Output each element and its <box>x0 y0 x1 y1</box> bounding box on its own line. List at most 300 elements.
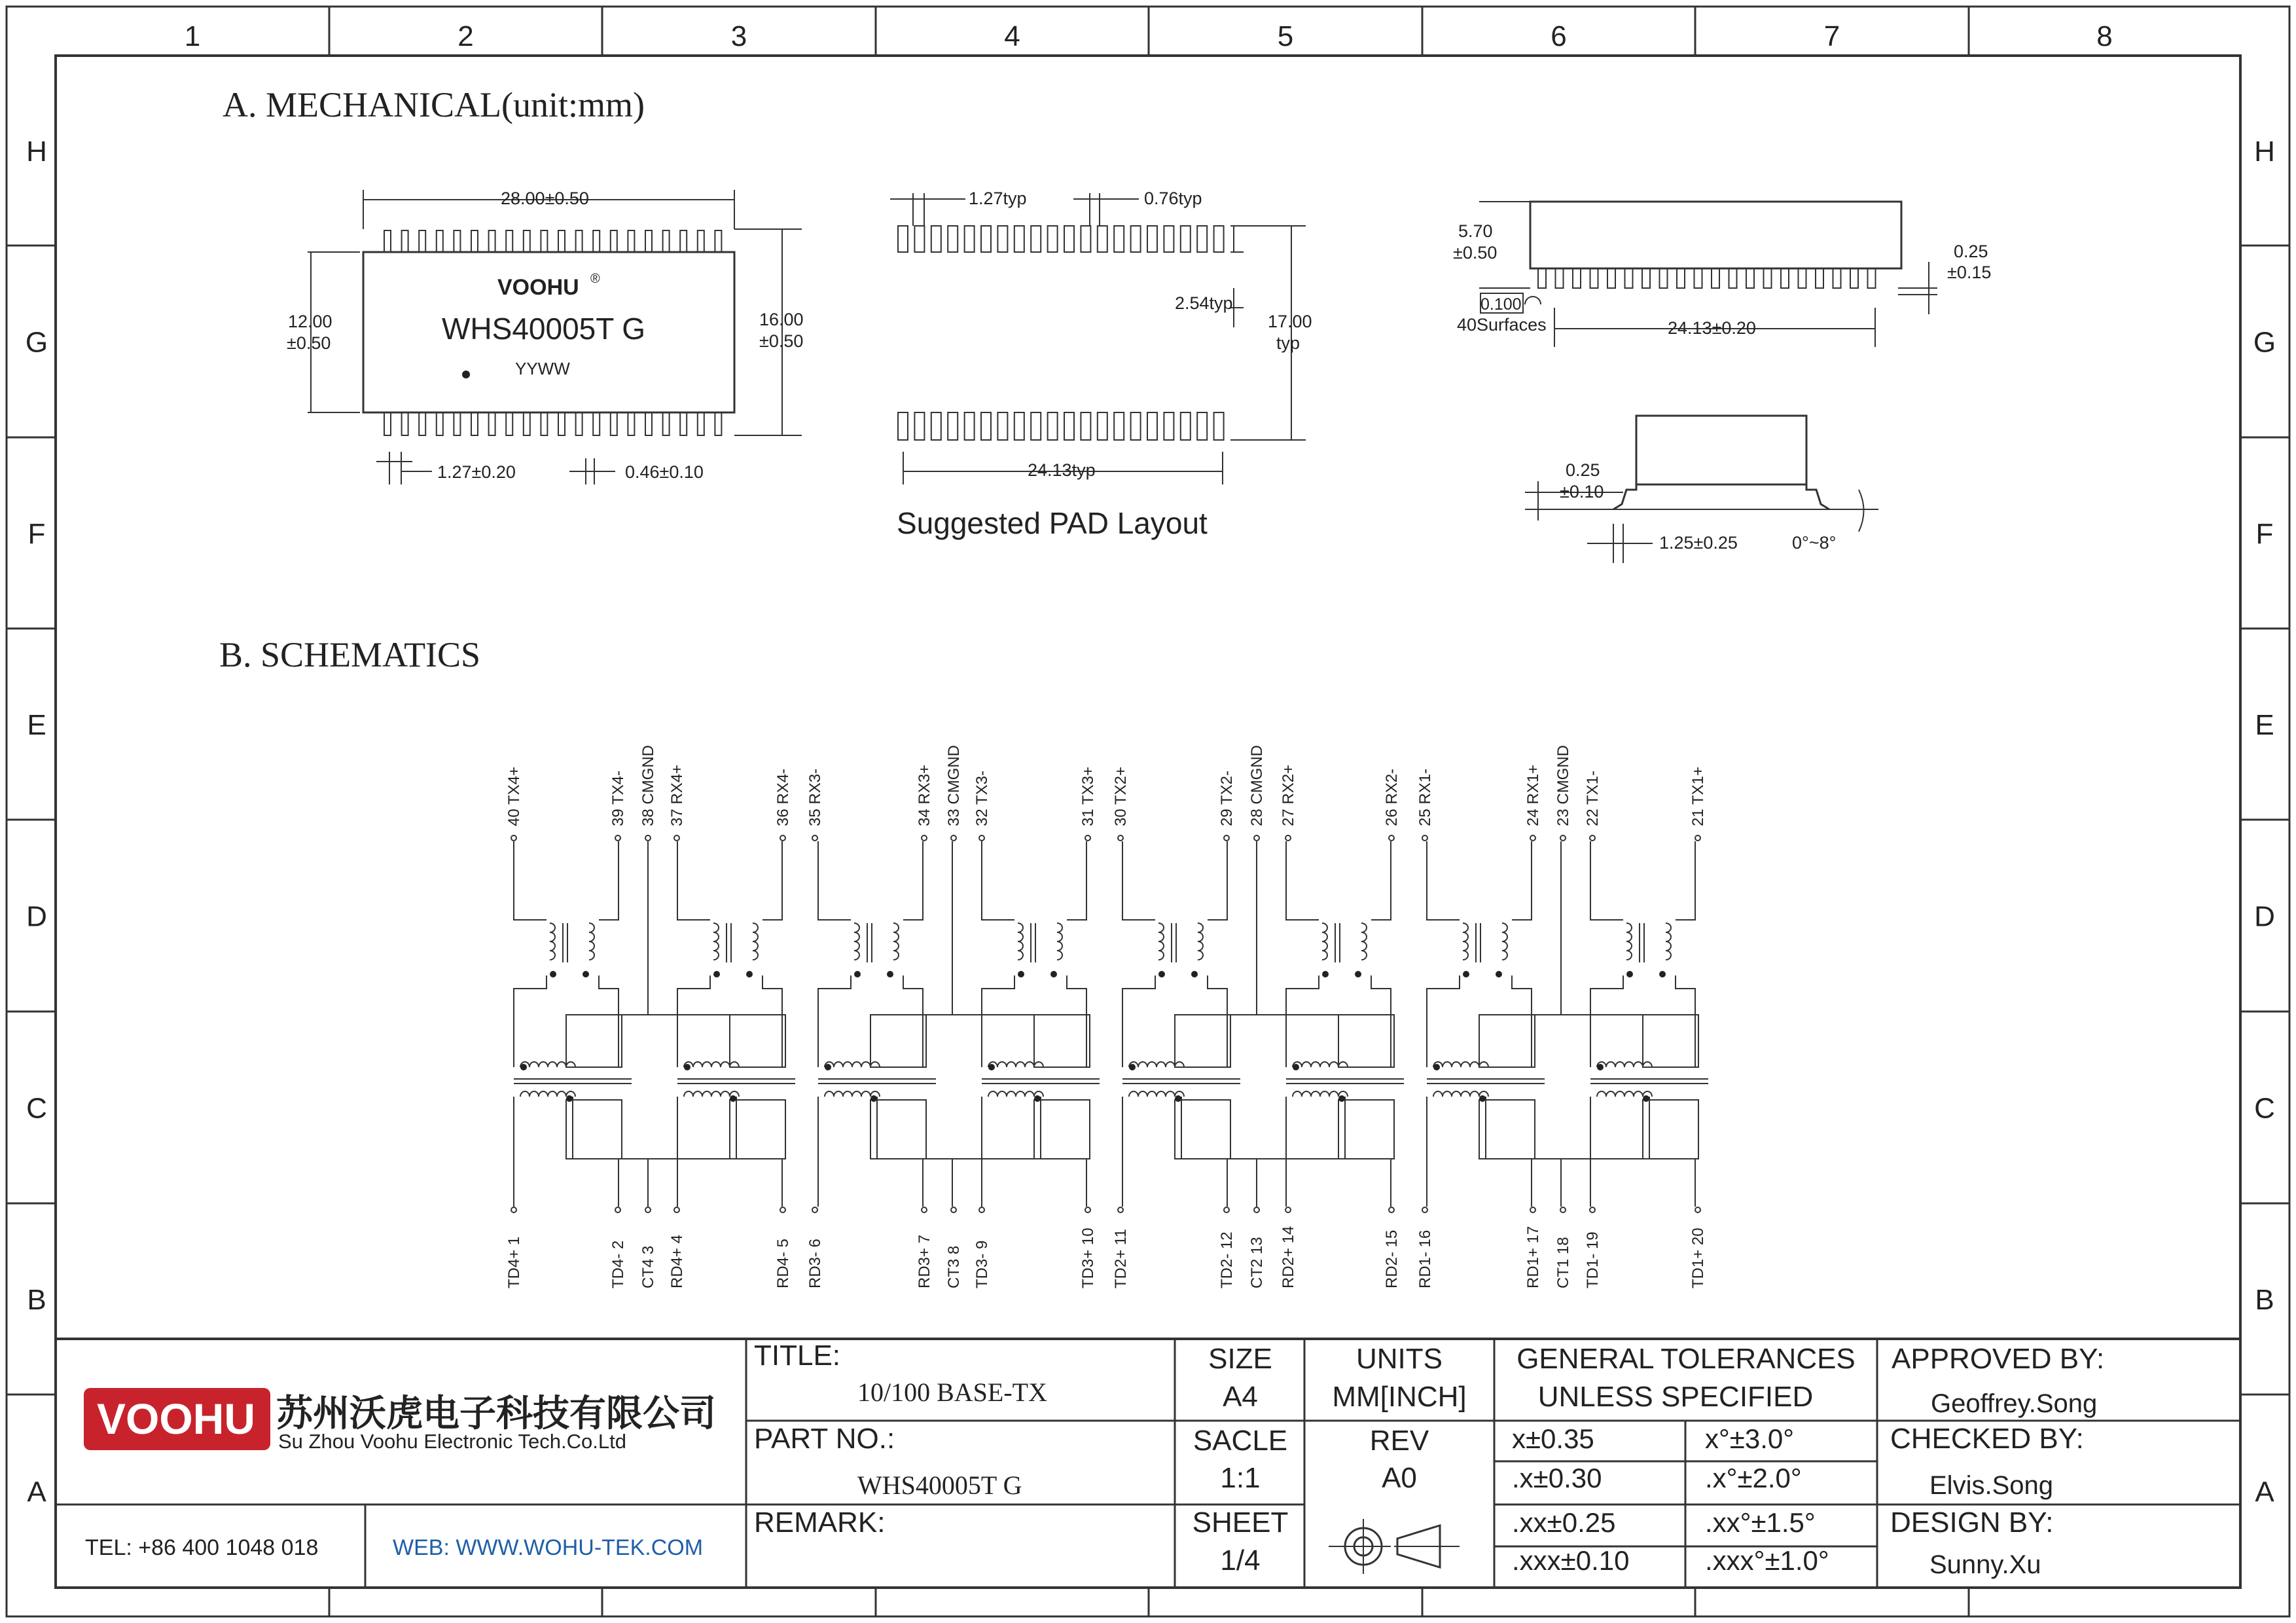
package-lead <box>680 412 687 435</box>
dim-body-height-tol: ±0.50 <box>287 333 331 353</box>
polarity-dot <box>1050 971 1057 977</box>
pin-terminal <box>511 1207 516 1213</box>
zone-row-label: E <box>2255 709 2274 741</box>
top-pin-label: 31 TX3+ <box>1079 767 1097 826</box>
top-pin-label: 24 RX1+ <box>1524 764 1542 826</box>
bottom-pin-label: CT2 13 <box>1248 1237 1266 1288</box>
tolerance-title-1: GENERAL TOLERANCES <box>1516 1343 1856 1375</box>
side-lead <box>1677 268 1685 288</box>
pad <box>965 226 975 252</box>
channel-circuit <box>818 841 1100 1207</box>
polarity-dot <box>730 1095 736 1102</box>
pin-terminal <box>1560 835 1566 841</box>
pin-terminal <box>922 1207 927 1213</box>
polarity-dot <box>1479 1095 1486 1102</box>
top-pin-label: 35 RX3- <box>806 768 824 826</box>
polarity-dot <box>566 1095 573 1102</box>
transformer-winding <box>1463 923 1468 960</box>
package-lead <box>541 230 547 252</box>
pin-terminal <box>1530 1207 1535 1213</box>
pin-terminal <box>511 835 516 841</box>
zone-row-label: D <box>2254 900 2275 933</box>
pad <box>1114 412 1124 440</box>
package-lead <box>437 412 443 435</box>
bottom-pin-label: RD2+ 14 <box>1280 1226 1297 1288</box>
pin-terminal <box>1118 835 1123 841</box>
polarity-dot <box>1322 971 1329 977</box>
zone-row-label: G <box>25 326 48 359</box>
pin-terminal <box>674 835 679 841</box>
size-label: SIZE <box>1208 1343 1272 1375</box>
pin-terminal <box>951 1207 956 1213</box>
pin-terminal <box>979 835 984 841</box>
package-lead <box>419 412 425 435</box>
package-datecode: YYWW <box>515 359 570 378</box>
transformer-winding <box>520 1091 575 1097</box>
top-pin-label: 36 RX4- <box>774 768 792 826</box>
dim-lead-pitch: 1.27±0.20 <box>437 462 516 482</box>
polarity-dot <box>1463 971 1469 977</box>
top-pin-label: 38 CMGND <box>639 744 657 826</box>
tolerance-angular: x°±3.0° <box>1705 1423 1795 1454</box>
dim-pad-span: 24.13typ <box>1028 460 1096 480</box>
bottom-pin-label: TD2+ 11 <box>1112 1229 1130 1288</box>
package-lead <box>680 230 687 252</box>
package-part-marking: WHS40005T G <box>442 312 646 346</box>
polarity-dot <box>1129 1064 1136 1070</box>
transformer-winding <box>1322 923 1327 960</box>
zone-row-label: F <box>27 518 46 550</box>
schematics-heading: B. SCHEMATICS <box>219 635 481 674</box>
channel-circuit <box>1122 841 1404 1207</box>
package-lead <box>715 230 721 252</box>
tolerance-angular: .xxx°±1.0° <box>1705 1545 1829 1576</box>
transformer-winding <box>520 1062 575 1067</box>
top-pin-label: 26 RX2- <box>1383 768 1401 826</box>
package-lead <box>698 412 704 435</box>
side-lead <box>1642 268 1650 288</box>
pin-terminal <box>1389 1207 1394 1213</box>
zone-col-label: 3 <box>730 20 747 52</box>
package-lead <box>402 230 408 252</box>
top-pin-label: 22 TX1- <box>1584 771 1602 826</box>
transformer-winding <box>1433 1062 1488 1067</box>
polarity-dot <box>1338 1095 1345 1102</box>
package-lead <box>698 230 704 252</box>
polarity-dot <box>1496 971 1502 977</box>
pad <box>914 412 924 440</box>
pin-terminal <box>1560 1207 1566 1213</box>
dim-pad-width: 0.76typ <box>1144 189 1202 208</box>
transformer-winding <box>550 923 555 960</box>
pad <box>1098 412 1107 440</box>
polarity-dot <box>887 971 893 977</box>
pin-terminal <box>674 1207 679 1213</box>
transformer-winding <box>988 1091 1043 1097</box>
pin-terminal <box>1085 1207 1090 1213</box>
zone-col-label: 1 <box>184 20 201 52</box>
pin-terminal <box>780 835 785 841</box>
zone-col-label: 6 <box>1551 20 1567 52</box>
dim-lead-thickness-value: 0.25 <box>1954 242 1988 261</box>
pin-terminal <box>1695 1207 1700 1213</box>
pad <box>1164 226 1174 252</box>
rev-label: REV <box>1369 1425 1429 1457</box>
pin-terminal <box>922 835 927 841</box>
transformer-winding <box>854 923 859 960</box>
dim-standoff-tol: ±0.10 <box>1560 482 1604 501</box>
transformer-winding <box>1626 923 1632 960</box>
pad <box>1197 226 1207 252</box>
dim-standoff-value: 0.25 <box>1566 460 1600 480</box>
transformer-winding <box>988 1062 1043 1067</box>
package-lead <box>611 230 617 252</box>
approved-value: Geoffrey.Song <box>1931 1389 2098 1418</box>
side-lead <box>1712 268 1719 288</box>
pin-terminal <box>1254 835 1259 841</box>
transformer-winding <box>1129 1091 1184 1097</box>
dim-foot-length: 1.25±0.25 <box>1659 533 1738 553</box>
transformer-winding <box>1129 1062 1184 1067</box>
pad <box>997 226 1007 252</box>
side-lead <box>1781 268 1789 288</box>
pin-terminal <box>1530 835 1535 841</box>
zone-col-label: 8 <box>2096 20 2113 52</box>
tolerance-angular: .x°±2.0° <box>1705 1463 1802 1493</box>
polarity-dot <box>1018 971 1024 977</box>
transformer-winding <box>1293 1062 1348 1067</box>
dim-pad-length: 2.54typ <box>1175 293 1233 313</box>
package-lead <box>524 412 530 435</box>
package-side-view <box>1453 202 1991 347</box>
brand-logo-text: VOOHU <box>97 1395 256 1443</box>
pad <box>1031 226 1041 252</box>
pin-terminal <box>615 835 620 841</box>
pad <box>914 226 924 252</box>
transformer-winding <box>589 923 594 960</box>
tolerance-linear: .xx±0.25 <box>1512 1507 1616 1538</box>
pin-terminal <box>1224 1207 1229 1213</box>
package-lead <box>384 230 391 252</box>
pad <box>1081 226 1090 252</box>
pin-terminal <box>645 1207 651 1213</box>
side-lead <box>1660 268 1668 288</box>
coplanarity-surfaces: 40Surfaces <box>1457 315 1547 335</box>
remark-label: REMARK: <box>754 1506 886 1539</box>
pad <box>1181 412 1191 440</box>
bottom-pin-label: RD1- 16 <box>1416 1230 1434 1288</box>
package-lead <box>541 412 547 435</box>
pin-terminal <box>1590 1207 1595 1213</box>
bottom-pin-label: RD4+ 4 <box>668 1234 686 1288</box>
package-lead <box>558 230 565 252</box>
zone-row-label: F <box>2255 518 2274 550</box>
package-lead <box>715 412 721 435</box>
pad <box>1064 412 1074 440</box>
zone-row-label: H <box>26 136 47 168</box>
transformer-winding <box>825 1091 880 1097</box>
pin-terminal <box>1085 835 1090 841</box>
transformer-winding <box>1057 923 1062 960</box>
top-pin-label: 33 CMGND <box>945 744 963 826</box>
transformer-winding <box>1158 923 1164 960</box>
zone-col-label: 5 <box>1277 20 1294 52</box>
zone-col-label: 7 <box>1823 20 1840 52</box>
package-lead <box>645 230 652 252</box>
pad <box>898 412 908 440</box>
dim-body-height-value: 12.00 <box>288 312 332 331</box>
pad <box>1014 412 1024 440</box>
registered-mark: ® <box>590 272 600 286</box>
transformer-winding <box>684 1062 739 1067</box>
side-lead <box>1764 268 1772 288</box>
dim-total-height-value: 16.00 <box>759 310 804 329</box>
pad <box>1214 412 1224 440</box>
zone-col-label: 2 <box>457 20 474 52</box>
polarity-dot <box>870 1095 877 1102</box>
pad <box>931 226 941 252</box>
top-pin-label: 28 CMGND <box>1248 744 1266 826</box>
pin-terminal <box>1389 835 1394 841</box>
top-pin-label: 39 TX4- <box>609 771 627 826</box>
polarity-dot <box>854 971 861 977</box>
sheet-label: SHEET <box>1192 1506 1289 1539</box>
pin-terminal <box>615 1207 620 1213</box>
zone-row-label: B <box>2255 1284 2274 1316</box>
checked-label: CHECKED BY: <box>1890 1423 2084 1455</box>
pad <box>948 226 958 252</box>
package-brand: VOOHU <box>497 275 579 300</box>
bottom-pin-label: RD1+ 17 <box>1524 1226 1542 1288</box>
pad <box>1131 226 1141 252</box>
pad <box>1114 226 1124 252</box>
channel-circuit <box>1427 841 1708 1207</box>
top-pin-label: 25 RX1- <box>1416 768 1434 826</box>
top-pin-label: 32 TX3- <box>973 771 991 826</box>
pad <box>1048 412 1058 440</box>
side-lead <box>1816 268 1823 288</box>
pad <box>1131 412 1141 440</box>
pad <box>1064 226 1074 252</box>
pad <box>1014 226 1024 252</box>
polarity-dot <box>746 971 753 977</box>
pin-terminal <box>812 1207 817 1213</box>
dim-side-height-value: 5.70 <box>1458 221 1493 241</box>
package-lead <box>471 412 478 435</box>
package-lead <box>576 230 583 252</box>
transformer-winding <box>753 923 758 960</box>
part-label: PART NO.: <box>754 1423 895 1455</box>
package-lead <box>471 230 478 252</box>
package-lead <box>454 230 460 252</box>
scale-label: SACLE <box>1193 1425 1288 1457</box>
bottom-pin-label: TD3- 9 <box>973 1240 991 1288</box>
title-block <box>56 1339 2240 1588</box>
zone-row-label: H <box>2254 136 2275 168</box>
title-value: 10/100 BASE-TX <box>857 1377 1047 1407</box>
package-lead <box>628 230 634 252</box>
zone-row-label: D <box>26 900 47 933</box>
size-value: A4 <box>1223 1381 1258 1413</box>
dim-lead-thickness-tol: ±0.15 <box>1947 263 1992 282</box>
transformer-winding <box>713 923 719 960</box>
pad <box>1147 412 1157 440</box>
package-end-view <box>1525 416 1878 563</box>
pad <box>898 226 908 252</box>
dim-pad-rows-typ: typ <box>1276 333 1300 353</box>
polarity-dot <box>1293 1064 1299 1070</box>
polarity-dot <box>713 971 720 977</box>
dim-foot-angle: 0°~8° <box>1792 533 1837 553</box>
dim-total-height-tol: ±0.50 <box>759 331 804 351</box>
zone-row-label: C <box>2254 1092 2275 1125</box>
company-web[interactable]: WEB: WWW.WOHU-TEK.COM <box>393 1535 704 1560</box>
polarity-dot <box>1597 1064 1604 1070</box>
pad <box>1147 226 1157 252</box>
pad <box>981 226 991 252</box>
company-tel: TEL: +86 400 1048 018 <box>85 1535 319 1560</box>
side-lead <box>1746 268 1754 288</box>
pin-terminal <box>1254 1207 1259 1213</box>
pin-terminal <box>1118 1207 1123 1213</box>
side-lead <box>1625 268 1633 288</box>
polarity-dot <box>1034 1095 1041 1102</box>
units-value: MM[INCH] <box>1332 1381 1467 1413</box>
package-lead <box>663 412 670 435</box>
pin-terminal <box>1422 835 1427 841</box>
package-lead <box>576 412 583 435</box>
approved-label: APPROVED BY: <box>1892 1343 2105 1375</box>
zone-col-label: 4 <box>1004 20 1020 52</box>
channel-circuit <box>514 841 795 1207</box>
pad <box>1214 226 1224 252</box>
designed-value: Sunny.Xu <box>1929 1550 2041 1579</box>
zone-row-label: A <box>27 1476 46 1508</box>
bottom-pin-label: TD4+ 1 <box>505 1236 523 1288</box>
top-pin-label: 30 TX2+ <box>1112 767 1130 826</box>
rev-value: A0 <box>1382 1462 1417 1494</box>
package-lead <box>402 412 408 435</box>
pin-terminal <box>1285 835 1291 841</box>
dim-side-height-tol: ±0.50 <box>1453 243 1498 263</box>
package-lead <box>489 412 495 435</box>
pad <box>931 412 941 440</box>
dim-package-width: 28.00±0.50 <box>501 189 589 208</box>
bottom-pin-label: RD2- 15 <box>1383 1230 1401 1288</box>
pin-terminal <box>1285 1207 1291 1213</box>
pad <box>1031 412 1041 440</box>
polarity-dot <box>520 1064 527 1070</box>
side-lead <box>1590 268 1598 288</box>
scale-value: 1:1 <box>1220 1462 1261 1494</box>
package-lead <box>593 230 600 252</box>
top-pin-label: 40 TX4+ <box>505 767 523 826</box>
tolerance-linear: .xxx±0.10 <box>1512 1545 1630 1576</box>
transformer-winding <box>825 1062 880 1067</box>
pin-terminal <box>951 835 956 841</box>
package-top-view <box>287 189 804 484</box>
polarity-dot <box>1626 971 1633 977</box>
transformer-winding <box>1361 923 1367 960</box>
pin-terminal <box>1590 835 1595 841</box>
side-lead <box>1850 268 1858 288</box>
top-pin-label: 34 RX3+ <box>916 764 933 826</box>
pad <box>1164 412 1174 440</box>
projection-symbol <box>1329 1519 1460 1574</box>
transformer-winding <box>1597 1062 1652 1067</box>
polarity-dot <box>1191 971 1198 977</box>
dim-pad-rows: 17.00 <box>1268 312 1312 331</box>
pin-terminal <box>812 835 817 841</box>
polarity-dot <box>1175 1095 1181 1102</box>
transformer-winding <box>1293 1091 1348 1097</box>
tolerance-linear: x±0.35 <box>1512 1423 1594 1454</box>
pad-layout-caption: Suggested PAD Layout <box>897 506 1208 540</box>
package-lead <box>384 412 391 435</box>
pin-terminal <box>1422 1207 1427 1213</box>
pin1-dot <box>462 371 470 378</box>
package-lead <box>558 412 565 435</box>
designed-label: DESIGN BY: <box>1890 1506 2054 1539</box>
company-name-cn: 苏州沃虎电子科技有限公司 <box>276 1393 716 1434</box>
transformer-winding <box>893 923 899 960</box>
bottom-pin-label: RD3+ 7 <box>916 1234 933 1288</box>
pad-layout <box>890 189 1312 540</box>
polarity-dot <box>583 971 589 977</box>
pin-terminal <box>645 835 651 841</box>
tolerance-title-2: UNLESS SPECIFIED <box>1537 1381 1814 1413</box>
zone-row-label: G <box>2253 326 2276 359</box>
side-lead <box>1799 268 1806 288</box>
side-lead <box>1868 268 1876 288</box>
sheet-value: 1/4 <box>1220 1544 1261 1577</box>
side-lead <box>1573 268 1581 288</box>
polarity-dot <box>550 971 556 977</box>
side-lead <box>1607 268 1615 288</box>
mechanical-heading: A. MECHANICAL(unit:mm) <box>223 85 645 124</box>
polarity-dot <box>988 1064 995 1070</box>
package-lead <box>489 230 495 252</box>
transformer-winding <box>1597 1091 1652 1097</box>
package-lead <box>645 412 652 435</box>
package-lead <box>611 412 617 435</box>
package-lead <box>663 230 670 252</box>
bottom-pin-label: CT4 3 <box>639 1245 657 1288</box>
dim-lead-width: 0.46±0.10 <box>625 462 704 482</box>
pad <box>981 412 991 440</box>
package-lead <box>506 230 512 252</box>
side-lead <box>1695 268 1702 288</box>
pad <box>948 412 958 440</box>
transformer-winding <box>1018 923 1023 960</box>
package-lead <box>628 412 634 435</box>
side-lead <box>1833 268 1841 288</box>
pin-terminal <box>1224 835 1229 841</box>
dim-side-span: 24.13±0.20 <box>1668 318 1756 338</box>
transformer-winding <box>1433 1091 1488 1097</box>
bottom-pin-label: CT3 8 <box>945 1245 963 1288</box>
pad <box>1048 226 1058 252</box>
bottom-pin-label: TD3+ 10 <box>1079 1228 1097 1288</box>
bottom-pin-label: CT1 18 <box>1554 1237 1572 1288</box>
transformer-winding <box>684 1091 739 1097</box>
title-label: TITLE: <box>754 1340 841 1372</box>
bottom-pin-label: TD2- 12 <box>1218 1231 1236 1288</box>
transformer-winding <box>1198 923 1203 960</box>
side-lead <box>1556 268 1564 288</box>
side-lead <box>1538 268 1546 288</box>
bottom-pin-label: TD4- 2 <box>609 1240 627 1288</box>
